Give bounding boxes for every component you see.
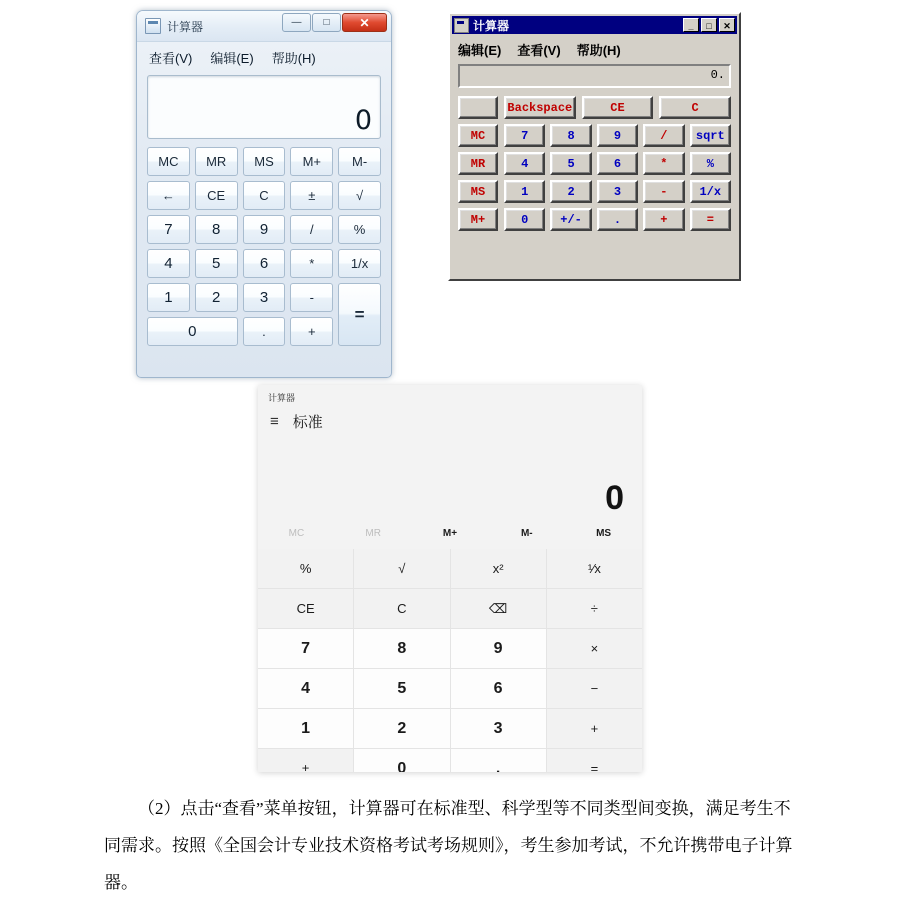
key-equals[interactable]: =: [338, 283, 381, 346]
classic-menubar: [450, 36, 739, 61]
key-5[interactable]: 5: [550, 152, 591, 175]
key-1[interactable]: 1: [504, 180, 545, 203]
key-7[interactable]: 7: [147, 215, 190, 244]
win7-window-controls: [282, 13, 387, 32]
key-6[interactable]: 6: [597, 152, 638, 175]
key-minus[interactable]: -: [643, 180, 684, 203]
classic-window-title: 计算器: [473, 18, 510, 33]
key-m-plus[interactable]: M+: [442, 528, 458, 539]
menu-view[interactable]: 查看(V): [149, 51, 193, 66]
key-ms[interactable]: MS: [458, 180, 498, 203]
key-plus[interactable]: +: [290, 317, 333, 346]
key-reciprocal[interactable]: 1/x: [690, 180, 731, 203]
key-0[interactable]: 0: [147, 317, 238, 346]
key-8[interactable]: 8: [195, 215, 238, 244]
key-mr[interactable]: MR: [195, 147, 238, 176]
key-4[interactable]: 4: [147, 249, 190, 278]
key-7[interactable]: 7: [504, 124, 545, 147]
key-5[interactable]: 5: [195, 249, 238, 278]
key-backspace[interactable]: ←: [147, 181, 190, 210]
key-ce[interactable]: CE: [195, 181, 238, 210]
key-4[interactable]: 4: [258, 669, 353, 708]
key-decimal[interactable]: .: [243, 317, 286, 346]
key-divide[interactable]: ÷: [547, 589, 642, 628]
classic-display: [458, 64, 731, 88]
menu-help[interactable]: 帮助(H): [576, 43, 621, 58]
key-m-minus[interactable]: M-: [338, 147, 381, 176]
win7-display-value: 0: [354, 105, 372, 136]
key-1[interactable]: 1: [258, 709, 353, 748]
key-1[interactable]: 1: [147, 283, 190, 312]
key-decimal[interactable]: .: [597, 208, 638, 231]
key-plus-minus[interactable]: ±: [290, 181, 333, 210]
win10-display-value: 0: [605, 479, 624, 517]
key-minus[interactable]: -: [290, 283, 333, 312]
key-9[interactable]: 9: [243, 215, 286, 244]
maximize-button[interactable]: □: [701, 18, 717, 32]
key-reciprocal[interactable]: 1/x: [338, 249, 381, 278]
key-6[interactable]: 6: [243, 249, 286, 278]
calculator-icon: [145, 18, 161, 34]
menu-view[interactable]: 查看(V): [517, 43, 561, 58]
key-7[interactable]: 7: [258, 629, 353, 668]
win10-keypad: [258, 549, 642, 772]
close-button[interactable]: ✕: [342, 13, 387, 32]
key-0[interactable]: 0: [354, 749, 449, 772]
key-c[interactable]: C: [243, 181, 286, 210]
key-9[interactable]: 9: [597, 124, 638, 147]
key-m-minus[interactable]: M-: [520, 528, 533, 539]
key-divide[interactable]: /: [643, 124, 684, 147]
key-decimal[interactable]: .: [451, 749, 546, 772]
win7-titlebar[interactable]: [137, 11, 391, 42]
key-reciprocal[interactable]: ¹⁄x: [547, 549, 642, 588]
key-square[interactable]: x²: [451, 549, 546, 588]
key-3[interactable]: 3: [451, 709, 546, 748]
classic-calculator-window: [448, 12, 741, 281]
mode-label: 标准: [292, 414, 323, 431]
key-sqrt[interactable]: √: [354, 549, 449, 588]
key-m-plus[interactable]: M+: [290, 147, 333, 176]
classic-memory-column: [458, 124, 498, 231]
win7-window-title: 计算器: [167, 19, 204, 34]
key-mc[interactable]: MC: [147, 147, 190, 176]
key-sign[interactable]: +/-: [550, 208, 591, 231]
backspace-icon[interactable]: ⌫: [451, 589, 546, 628]
classic-number-pad: [504, 124, 731, 231]
key-percent[interactable]: %: [338, 215, 381, 244]
key-5[interactable]: 5: [354, 669, 449, 708]
key-ms[interactable]: MS: [596, 528, 612, 539]
key-8[interactable]: 8: [354, 629, 449, 668]
key-2[interactable]: 2: [550, 180, 591, 203]
calculator-icon: [454, 18, 469, 33]
key-percent[interactable]: %: [690, 152, 731, 175]
key-2[interactable]: 2: [354, 709, 449, 748]
minimize-button[interactable]: _: [683, 18, 699, 32]
key-percent[interactable]: %: [258, 549, 353, 588]
key-plus[interactable]: +: [643, 208, 684, 231]
key-multiply[interactable]: *: [643, 152, 684, 175]
win7-menubar: [137, 42, 391, 73]
key-sqrt[interactable]: sqrt: [690, 124, 731, 147]
key-multiply[interactable]: ×: [547, 629, 642, 668]
key-c[interactable]: C: [659, 96, 731, 119]
win10-header: [258, 409, 642, 442]
key-mr[interactable]: MR: [365, 528, 381, 539]
key-3[interactable]: 3: [597, 180, 638, 203]
maximize-button[interactable]: □: [312, 13, 341, 32]
key-8[interactable]: 8: [550, 124, 591, 147]
win10-display: [258, 442, 642, 524]
classic-keypad: [450, 124, 739, 231]
win10-app-title: 计算器: [268, 392, 296, 403]
win10-titlebar[interactable]: [258, 385, 642, 409]
key-minus[interactable]: −: [547, 669, 642, 708]
key-ce[interactable]: CE: [258, 589, 353, 628]
win7-display: [147, 75, 381, 139]
classic-function-row: [450, 96, 739, 124]
memory-indicator: [458, 96, 498, 119]
key-plus[interactable]: +: [547, 709, 642, 748]
key-3[interactable]: 3: [243, 283, 286, 312]
key-c[interactable]: C: [354, 589, 449, 628]
classic-window-controls: [683, 18, 735, 32]
key-equals[interactable]: =: [690, 208, 731, 231]
key-4[interactable]: 4: [504, 152, 545, 175]
classic-titlebar[interactable]: [452, 16, 737, 34]
menu-help[interactable]: 帮助(H): [271, 51, 316, 66]
body-paragraph: [104, 790, 804, 901]
key-mr[interactable]: MR: [458, 152, 498, 175]
win7-calculator-window: [136, 10, 392, 378]
key-sqrt[interactable]: √: [338, 181, 381, 210]
win10-memory-row: [258, 524, 642, 549]
key-mc[interactable]: MC: [288, 528, 305, 539]
key-6[interactable]: 6: [451, 669, 546, 708]
win7-keypad: [147, 147, 381, 346]
menu-edit[interactable]: 编辑(E): [458, 43, 502, 58]
key-sign[interactable]: ±: [258, 749, 353, 772]
key-multiply[interactable]: *: [290, 249, 333, 278]
key-equals[interactable]: =: [547, 749, 642, 772]
win10-calculator-window: [258, 385, 642, 772]
key-mc[interactable]: MC: [458, 124, 498, 147]
key-ce[interactable]: CE: [582, 96, 654, 119]
key-0[interactable]: 0: [504, 208, 545, 231]
key-m-plus[interactable]: M+: [458, 208, 498, 231]
paragraph-text: （2）点击“查看”菜单按钮，计算器可在标准型、科学型等不同类型间变换，满足考生不同需求。按照《全国会计专业技术资格考试考场规则》，考生参加考试，不允许携带电子计算器。: [104, 799, 793, 892]
menu-edit[interactable]: 编辑(E): [210, 51, 254, 66]
close-button[interactable]: ✕: [719, 18, 735, 32]
hamburger-menu-icon[interactable]: ≡: [270, 413, 279, 430]
key-2[interactable]: 2: [195, 283, 238, 312]
key-ms[interactable]: MS: [243, 147, 286, 176]
key-divide[interactable]: /: [290, 215, 333, 244]
classic-display-value: 0.: [710, 68, 725, 82]
minimize-button[interactable]: —: [282, 13, 311, 32]
key-backspace[interactable]: Backspace: [504, 96, 576, 119]
key-9[interactable]: 9: [451, 629, 546, 668]
